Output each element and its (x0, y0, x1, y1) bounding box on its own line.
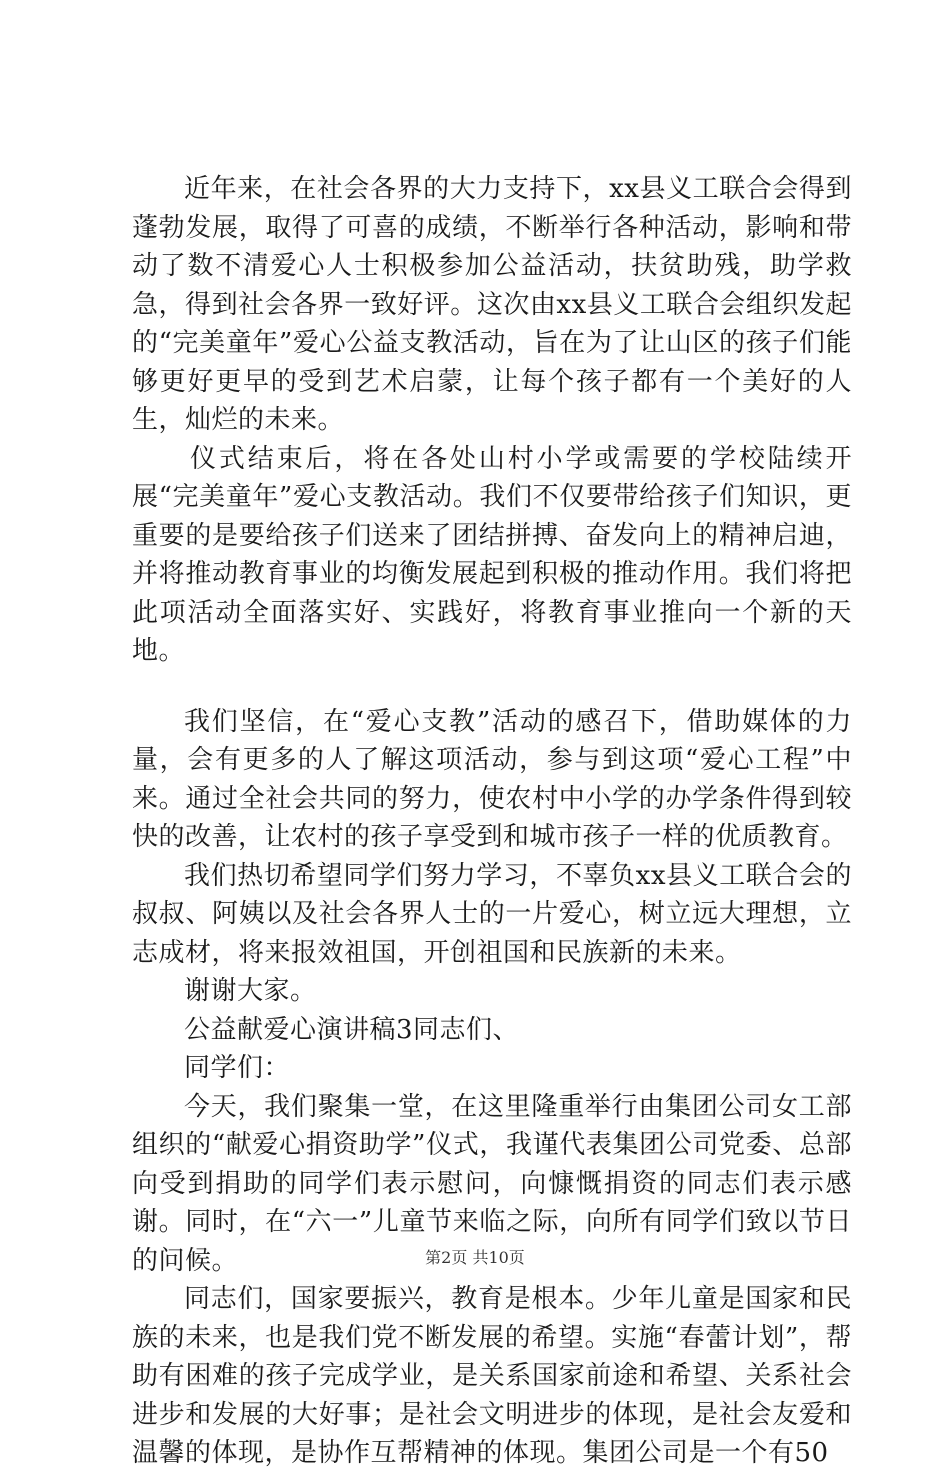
paragraph-3: 我们坚信，在“爱心支教”活动的感召下，借助媒体的力量，会有更多的人了解这项活动，参与到这项“爱心工程”中来。通过全社会共同的努力，使农村中小学的办学条件得到较快的改善，让农村的孩子享受到和城市孩子一样的优质教育。 (132, 706, 852, 852)
paragraph-5: 谢谢大家。 (184, 976, 317, 1006)
page-number-footer: 第2页 共10页 (425, 1248, 525, 1267)
paragraph-6: 公益献爱心演讲稿3同志们、 (184, 1014, 520, 1045)
paragraph-4: 我们热切希望同学们努力学习，不辜负xx县义工联合会的叔叔、阿姨以及社会各界人士的一片爱心，树立远大理想，立志成材，将来报效祖国，开创祖国和民族新的未来。 (132, 860, 852, 968)
paragraph-7: 同学们： (184, 1053, 291, 1083)
document-body (132, 170, 852, 1473)
paragraph-2: 仪式结束后，将在各处山村小学或需要的学校陆续开展“完美童年”爱心支教活动。我们不仅要带给孩子们知识，更重要的是要给孩子们送来了团结拼搏、奋发向上的精神启迪，并将推动教育事业的均衡发展起到积极的推动作用。我们将把此项活动全面落实好、实践好，将教育事业推向一个新的天地。 (132, 443, 852, 666)
paragraph-9: 同志们，国家要振兴，教育是根本。少年儿童是国家和民族的未来，也是我们党不断发展的希望。实施“春蕾计划”，帮助有困难的孩子完成学业，是关系国家前途和希望、关系社会进步和发展的大好事；是社会文明进步的体现，是社会友爱和温馨的体现，是协作互帮精神的体现。集团公司是一个有50 (132, 1284, 852, 1468)
paragraph-8: 今天，我们聚集一堂，在这里隆重举行由集团公司女工部组织的“献爱心捐资助学”仪式，我谨代表集团公司党委、总部向受到捐助的同学们表示慰问，向慷慨捐资的同志们表示感谢。同时，在“六一”儿童节来临之际，向所有同学们致以节日的问候。 (132, 1091, 852, 1276)
paragraph-gap (132, 671, 852, 703)
paragraph-1: 近年来，在社会各界的大力支持下，xx县义工联合会得到蓬勃发展，取得了可喜的成绩，不断举行各种活动，影响和带动了数不清爱心人士积极参加公益活动，扶贫助残，助学救急，得到社会各界一致好评。这次由xx县义工联合会组织发起的“完美童年”爱心公益支教活动，旨在为了让山区的孩子们能够更好更早的受到艺术启蒙，让每个孩子都有一个美好的人生，灿烂的未来。 (132, 174, 852, 435)
